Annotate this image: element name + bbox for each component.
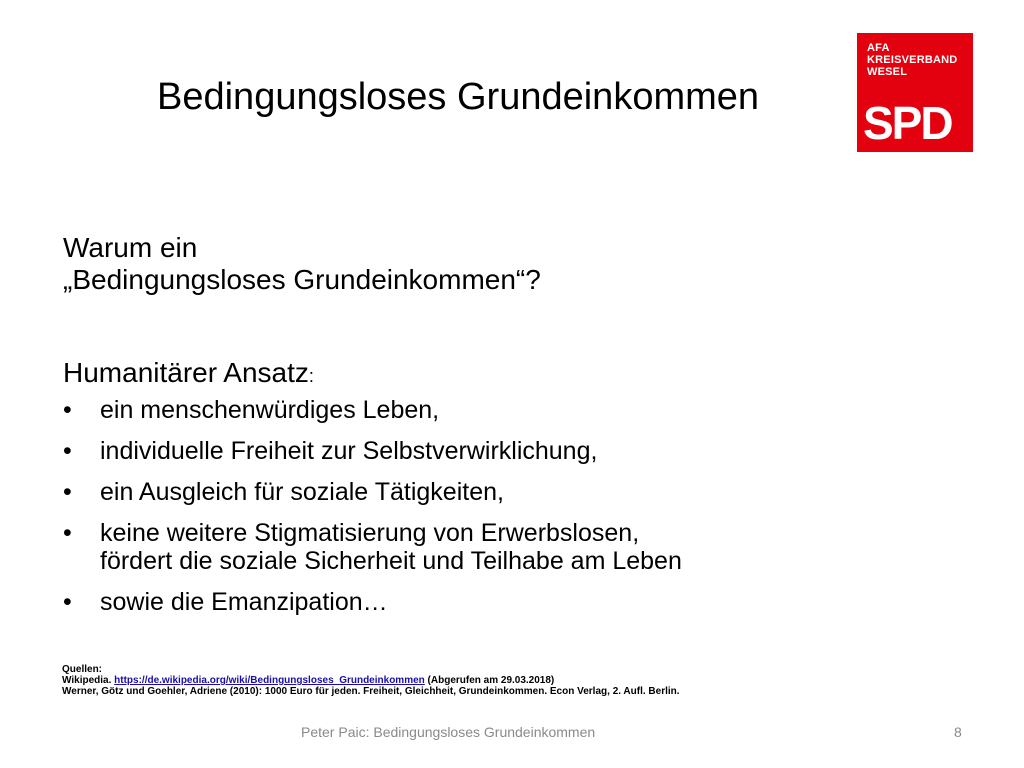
footer-text: Peter Paic: Bedingungsloses Grundeinkommen — [301, 724, 596, 740]
bullet-item — [63, 478, 682, 506]
logo-line-kreisverband: KREISVERBAND — [867, 54, 958, 66]
sources-wikipedia-line — [62, 675, 680, 686]
section-heading-colon: : — [308, 366, 314, 386]
sources-wikipedia-prefix: Wikipedia. — [62, 675, 115, 686]
intro-line-1: Warum ein — [63, 232, 198, 263]
bullet-item — [63, 396, 682, 424]
bullet-icon: • — [63, 396, 72, 424]
sources-block — [62, 664, 680, 697]
slide-title: Bedingungsloses Grundeinkommen — [157, 76, 760, 118]
spd-logo — [857, 33, 973, 152]
section-heading-text: Humanitärer Ansatz — [63, 357, 309, 388]
bullet-text: ein Ausgleich für soziale Tätigkeiten, — [100, 478, 504, 506]
bullet-item — [63, 588, 682, 616]
sources-book-line: Werner, Götz und Goehler, Adriene (2010): 1000 Euro für jeden. Freiheit, Gleichheit, Grundeinkommen. Econ Verlag, 2. Aufl. Berlin. — [62, 686, 680, 697]
intro-question — [63, 232, 541, 296]
sources-label: Quellen: — [62, 664, 103, 675]
bullet-text: ein menschenwürdiges Leben, — [100, 396, 440, 424]
bullet-icon: • — [63, 437, 72, 465]
bullet-text: individuelle Freiheit zur Selbstverwirklichung, — [100, 437, 598, 465]
bullet-item — [63, 519, 682, 575]
sources-wikipedia-suffix: (Abgerufen am 29.03.2018) — [424, 675, 555, 686]
bullet-list — [63, 396, 682, 629]
logo-line-afa: AFA — [867, 42, 890, 54]
bullet-text: keine weitere Stigmatisierung von Erwerbslosen, — [100, 519, 640, 547]
wikipedia-link[interactable]: https://de.wikipedia.org/wiki/Bedingungsloses_Grundeinkommen — [114, 675, 425, 686]
bullet-item — [63, 437, 682, 465]
intro-line-2: „Bedingungsloses Grundeinkommen“? — [63, 264, 541, 295]
logo-brand: SPD — [863, 97, 952, 149]
page-number: 8 — [954, 724, 962, 740]
bullet-icon: • — [63, 478, 72, 506]
section-heading — [63, 357, 314, 392]
bullet-text: sowie die Emanzipation… — [100, 588, 388, 616]
bullet-icon: • — [63, 519, 72, 547]
logo-line-wesel: WESEL — [867, 66, 908, 78]
bullet-icon: • — [63, 588, 72, 616]
bullet-text-continued: fördert die soziale Sicherheit und Teilhabe am Leben — [100, 547, 682, 575]
